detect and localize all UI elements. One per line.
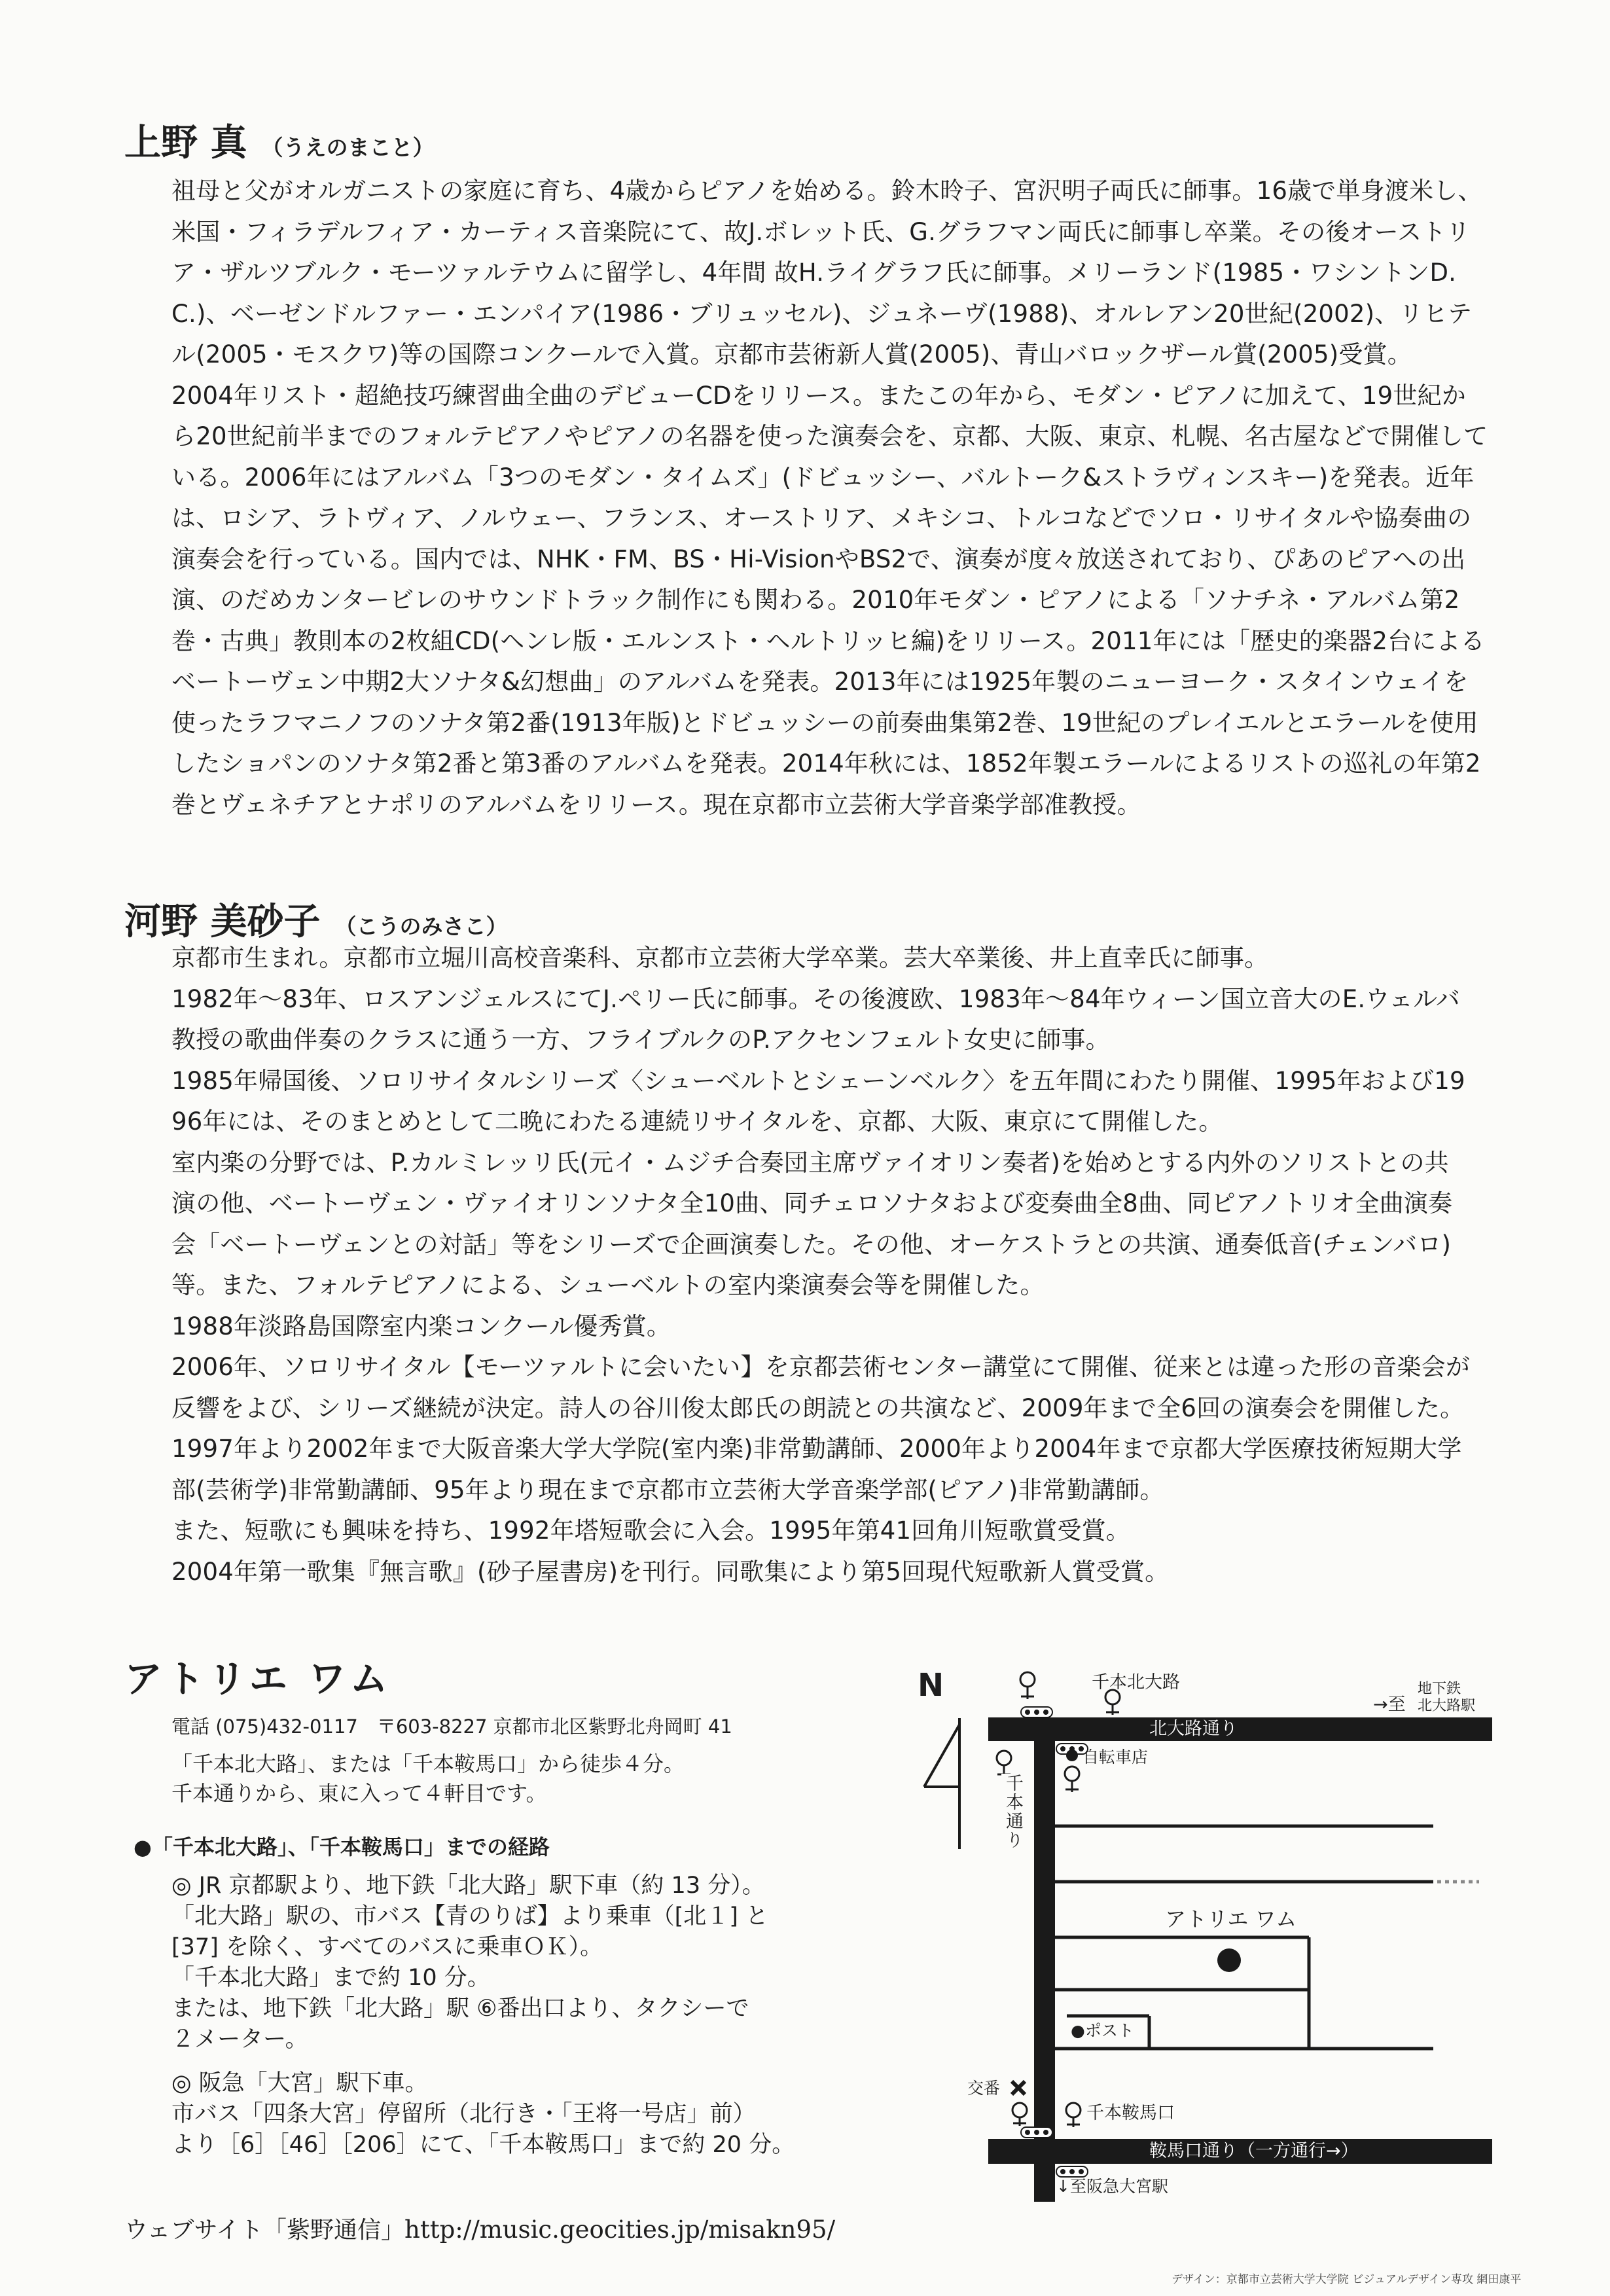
bio2-paragraph: 1982年～83年、ロスアンジェルスにてJ.ペリー氏に師事。その後渡欧、1983年～84年ウィーン国立音大のE.ウェルバ教授の歌曲伴奏のクラスに通う一方、フライブルクのP.アクセンフェルト女史に師事。 [171,984,1461,1054]
bio2-paragraph: 2006年、ソロリサイタル【モーツァルトに会いたい】を京都芸術センター講堂にて開催、従来とは違った形の音楽会が反響をよび、シリーズ継続が決定。詩人の谷川俊太郎氏の朗読との共演など、2009年まで全6回の演奏会を開催した。 [171,1353,1471,1422]
bio2-paragraph: 1988年淡路島国際室内楽コンクール優秀賞。 [171,1312,671,1340]
to-omiya-label: ↓至阪急大宮駅 [1056,2177,1168,2196]
atelier-label: アトリエ ワム [1165,1907,1297,1931]
route-jr [171,1871,768,2055]
bus-stop-icon [1020,1672,1035,1699]
atelier-title: アトリエ ワム [124,1657,392,1701]
post-label: ●ポスト [1071,2021,1134,2040]
route-line: 「千本北大路」まで約 10 分。 [171,1965,490,1991]
subway-station-label [1418,1681,1475,1715]
route-hankyu [171,2068,795,2161]
atelier-contact: 電話 (075)432-0117 〒603-8227 京都市北区紫野北舟岡町 41 [171,1715,732,1738]
traffic-signal-icon [1021,2127,1052,2138]
bio1-paragraph: 祖母と父がオルガニストの家庭に育ち、4歳からピアノを始める。鈴木昤子、宮沢明子両氏に師事。16歳で単身渡米し、米国・フィラデルフィア・カーティス音楽院にて、故J.ボレット氏、G.グラフマン両氏に師事し卒業。その後オーストリア・ザルツブルク・モーツァルテウムに留学し、4年間 故H.ライグラフ氏に師事。メリーランド(1985・ワシントンD.C.)、ベーゼンドルファー・エンパイア(1986・ブリュッセル)、ジュネーヴ(1988)、オルレアン20世紀(2002)、リヒテル(2005・モスクワ)等の国際コンクールで入賞。京都市芸術新人賞(2005)、青山バロックザール賞(2005)受賞。 [171,177,1482,368]
traffic-signal-icon [1021,1707,1052,1717]
access-map [916,1662,1492,2238]
route-line: ◎ JR 京都駅より、地下鉄「北大路」駅下車（約 13 分）。 [171,1873,765,1899]
bio1-name-text: 上野 真 [124,121,247,164]
bus-stop-icon [1012,2103,1027,2126]
bus-stop-icon [997,1751,1011,1777]
senbon-kitaoji-label: 千本北大路 [1092,1672,1180,1693]
bio1-reading: （うえのまこと） [261,135,435,160]
bio2-name-text: 河野 美砂子 [124,900,321,943]
route-line: より［6］［46］［206］にて、「千本鞍馬口」まで約 20 分。 [171,2132,795,2158]
subway-line: 地下鉄 [1418,1681,1461,1697]
senbon-kuramaguchi-label: 千本鞍馬口 [1086,2103,1175,2123]
walk-line: 千本通りから、東に入って４軒目です。 [171,1781,547,1806]
bio2-reading: （こうのみさこ） [334,914,508,939]
route-line: または、地下鉄「北大路」駅 ⑥番出口より、タクシーで [171,1996,749,2022]
bio2-paragraph: 2004年第一歌集『無言歌』(砂子屋書房)を刊行。同歌集により第5回現代短歌新人賞受賞。 [171,1557,1170,1586]
website-label: ウェブサイト「紫野通信」 [124,2217,405,2244]
route-line: ２メーター。 [171,2026,308,2053]
bio2-paragraph: 京都市生まれ。京都市立堀川高校音楽科、京都市立芸術大学卒業。芸大卒業後、井上直幸氏に師事。 [171,944,1269,972]
bio1-name [124,122,435,169]
bio2-paragraph: また、短歌にも興味を持ち、1992年塔短歌会に入会。1995年第41回角川短歌賞受賞。 [171,1516,1131,1545]
bicycle-shop-marker-icon [1066,1749,1078,1761]
subway-line: 北大路駅 [1418,1698,1476,1714]
route-heading: ●「千本北大路」、「千本鞍馬口」までの経路 [134,1835,550,1859]
bio2-paragraph: 1985年帰国後、ソロリサイタルシリーズ〈シューベルトとシェーンベルク〉を五年間にわたり開催、1995年および1996年には、そのまとめとして二晩にわたる連続リサイタルを、京都、大阪、東京にて開催した。 [171,1066,1465,1136]
website [124,2214,835,2247]
kitaoji-street [988,1717,1492,1741]
route-line: 市バス「四条大宮」停留所（北行き・「王将一号店」前） [171,2101,756,2127]
kitaoji-street-label: 北大路通り [1149,1719,1238,1739]
atelier-marker-icon [1217,1948,1241,1972]
to-subway-label: →至 [1373,1695,1406,1715]
route-line: ◎ 阪急「大宮」駅下車。 [171,2070,428,2096]
bio2-body [171,938,1471,1592]
koban-label: 交番 [967,2079,1001,2098]
bus-stop-icon [1065,1767,1079,1792]
bicycle-shop-label: 自転車店 [1082,1748,1149,1767]
website-link[interactable]: http://music.geocities.jp/misakn95/ [404,2215,836,2244]
senbon-street-label: 千本通り [1003,1774,1023,1850]
walk-line: 「千本北大路」、または「千本鞍馬口」から徒歩４分。 [171,1751,685,1776]
bus-stop-icon [1066,2103,1081,2127]
design-credit: デザイン：京都市立芸術大学大学院 ビジュアルデザイン専攻 網田康平 [1172,2273,1522,2286]
koban-icon [1012,2081,1025,2094]
route-line: 「北大路」駅の、市バス【青のりば】より乗車（[北１] と [171,1903,769,1929]
bio1-body [171,171,1490,825]
kuramaguchi-street-label: 鞍馬口通り（一方通行→） [1149,2141,1359,2161]
north-arrow-icon [924,1718,959,1849]
bio1-paragraph: 2004年リスト・超絶技巧練習曲全曲のデビューCDをリリース。またこの年から、モダン・ピアノに加えて、19世紀から20世紀前半までのフォルテピアノやピアノの名器を使った演奏会を、京都、大阪、東京、札幌、名古屋などで開催している。2006年にはアルバム「3つのモダン・タイムズ」(ドビュッシー、バルトーク&ストラヴィンスキー)を発表。近年は、ロシア、ラトヴィア、ノルウェー、フランス、オーストリア、メキシコ、トルコなどでソロ・リサイタルや協奏曲の演奏会を行っている。国内では、NHK・FM、BS・Hi-VisionやBS2で、演奏が度々放送されており、ぴあのピアへの出演、のだめカンタービレのサウンドトラック制作にも関わる。2010年モダン・ピアノによる「ソナチネ・アルバム第2巻・古典」教則本の2枚組CD(ヘンレ版・エルンスト・ヘルトリッヒ編)をリリース。2011年には「歴史的楽器2台によるベートーヴェン中期2大ソナタ&幻想曲」のアルバムを発表。2013年には1925年製のニューヨーク・スタインウェイを使ったラフマニノフのソナタ第2番(1913年版)とドビュッシーの前奏曲集第2巻、19世紀のプレイエルとエラールを使用したショパンのソナタ第2番と第3番のアルバムを発表。2014年秋には、1852年製エラールによるリストの巡礼の年第2巻とヴェネチアとナポリのアルバムをリリース。現在京都市立芸術大学音楽学部准教授。 [171,381,1488,819]
walk-directions [171,1749,891,1808]
bio2-paragraph: 室内楽の分野では、P.カルミレッリ氏(元イ・ムジチ合奏団主席ヴァイオリン奏者)を始めとする内外のソリストとの共演の他、ベートーヴェン・ヴァイオリンソナタ全10曲、同チェロソナタおよび変奏曲全8曲、同ピアノトリオ全曲演奏会「ベートーヴェンとの対話」等をシリーズで企画演奏した。その他、オーケストラとの共演、通奏低音(チェンバロ)等。また、フォルテピアノによる、シューベルトの室内楽演奏会等を開催した。 [171,1148,1453,1299]
bio2-paragraph: 1997年より2002年まで大阪音楽大学大学院(室内楽)非常勤講師、2000年より2004年まで京都大学医療技術短期大学部(芸術学)非常勤講師、95年より現在まで京都市立芸術大学音楽学部(ピアノ)非常勤講師。 [171,1435,1462,1504]
north-label: N [918,1667,944,1704]
route-line: [37] を除く、すべてのバスに乗車ＯＫ）。 [171,1934,603,1960]
